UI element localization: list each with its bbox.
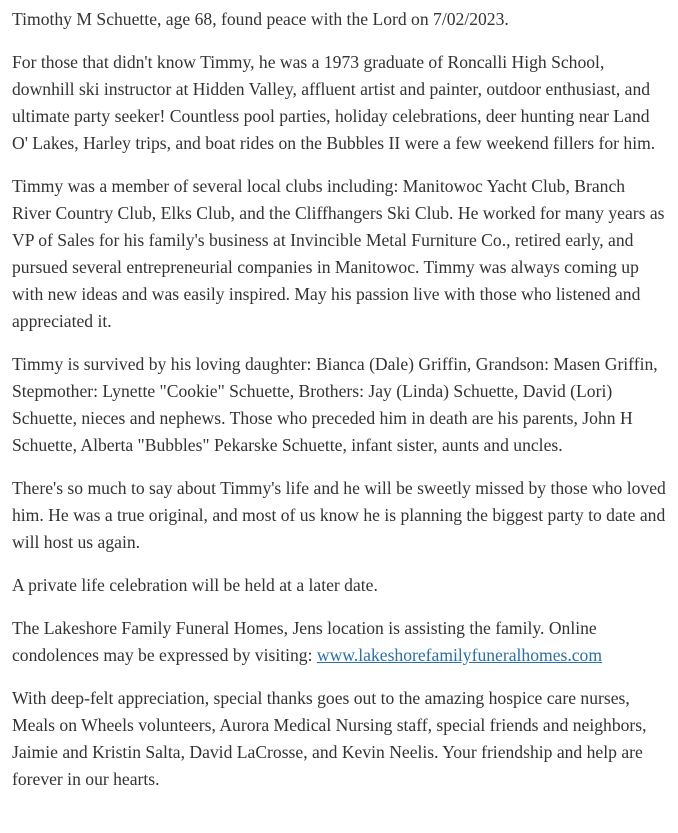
biography-paragraph: For those that didn't know Timmy, he was a 1973 graduate of Roncalli High School, downhill ski instructor at Hidden Valley, affluent artist and painter, outdoor enthusiast, and ultimate party seeker! Countless pool parties, holiday celebrations, deer hunting near Land O' Lakes, Harley trips, and boat rides on the Bubbles II were a few weekend fillers for him.	[12, 52, 656, 153]
funeral-home-text: The Lakeshore Family Funeral Homes, Jens location is assisting the family. Online condolences may be expressed by visiting:	[12, 618, 597, 665]
obituary-intro-paragraph: Timothy M Schuette, age 68, found peace with the Lord on 7/02/2023.	[12, 9, 509, 29]
funeral-home-link[interactable]: www.lakeshorefamilyfuneralhomes.com	[316, 645, 603, 665]
funeral-home-paragraph	[12, 615, 666, 669]
survivors-paragraph: Timmy is survived by his loving daughter: Bianca (Dale) Griffin, Grandson: Masen Griffin, Stepmother: Lynette "Cookie" Schuette, Brothers: Jay (Linda) Schuette, David (Lori) Schuette, nieces and nephews. Those who preceded him in death are his parents, John H Schuette, Alberta "Bubbles" Pekarske Schuette, infant sister, aunts and uncles.	[12, 354, 658, 455]
remembrance-paragraph: There's so much to say about Timmy's life and he will be sweetly missed by those who loved him. He was a true original, and most of us know he is planning the biggest party to date and will host us again.	[12, 478, 666, 552]
clubs-career-paragraph: Timmy was a member of several local clubs including: Manitowoc Yacht Club, Branch River Country Club, Elks Club, and the Cliffhangers Ski Club. He worked for many years as VP of Sales for his family's business at Invincible Metal Furniture Co., retired early, and pursued several entrepreneurial companies in Manitowoc. Timmy was always coming up with new ideas and was easily inspired. May his passion live with those who listened and appreciated it.	[12, 176, 665, 331]
appreciation-paragraph: With deep-felt appreciation, special thanks goes out to the amazing hospice care nurses, Meals on Wheels volunteers, Aurora Medical Nursing staff, special friends and neighbors, Jaimie and Kristin Salta, David LaCrosse, and Kevin Neelis. Your friendship and help are forever in our hearts.	[12, 688, 647, 789]
celebration-paragraph: A private life celebration will be held at a later date.	[12, 575, 378, 595]
